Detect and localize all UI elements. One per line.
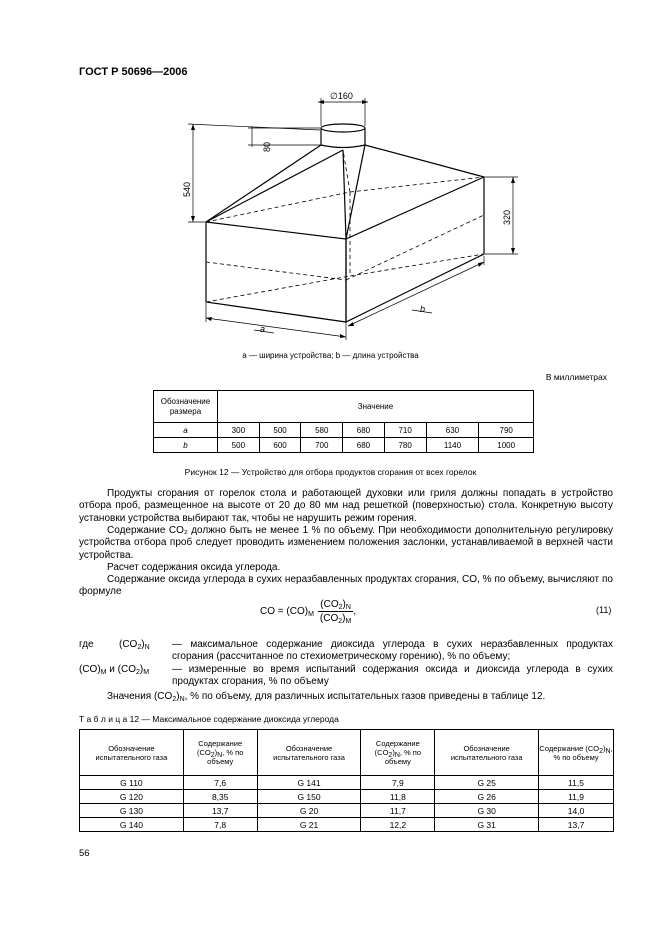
table-row [80, 804, 614, 818]
table-cell: 700 [301, 438, 343, 453]
hood-drawing [0, 0, 661, 350]
document-header: ГОСТ Р 50696—2006 [79, 66, 188, 78]
table-cell: 7,8 [183, 818, 257, 832]
table-cell: 780 [384, 438, 426, 453]
table-cell: 11,5 [539, 776, 614, 790]
table-cell: G 130 [80, 804, 184, 818]
header-content: Содержание $(CO_2)_N$, % по объему [539, 730, 614, 776]
figure-legend: a — ширина устройства; b — длина устройства [242, 351, 419, 360]
table-cell: 13,7 [539, 818, 614, 832]
paragraph-5: Значения $(CO_2)_N$, % по объему, для различных испытательных газов приведены в таблице 12. [107, 691, 546, 703]
table-row [154, 438, 534, 453]
dims-header-designation: Обозначение размера [154, 391, 218, 423]
table-cell: G 150 [257, 790, 361, 804]
table-cell: G 140 [80, 818, 184, 832]
table-cell: 1140 [426, 438, 479, 453]
table-cell: 500 [259, 423, 301, 438]
table-cell: 500 [218, 438, 260, 453]
paragraph-2: Содержание CO₂ должно быть не менее 1 % по объему. При необходимости дополнительную регулировку устройства отбора проб следует проводить изменением положения заслонки, устанавливаемой в верхней части устройства. [79, 525, 613, 561]
header-gas: Обозначение испытательного газа [257, 730, 361, 776]
paragraph-1: Продукты сгорания от горелок стола и работающей духовки или гриля должны попадать в устройство отбора проб, размещенное на высоте от 20 до 80 мм над решеткой (поверхностью) стола. Конкретную высоту установки устройства выбирают так, чтобы не нарушить режим горения. [79, 488, 613, 524]
table-cell: 12,2 [361, 818, 435, 832]
dim-a-label: a [260, 324, 266, 334]
table-cell: 630 [426, 423, 479, 438]
cylinder-top-ellipse [321, 124, 365, 132]
paragraph-3: Расчет содержания оксида углерода. [107, 562, 281, 573]
units-note: В миллиметрах [545, 372, 607, 382]
definition-2-text: — измеренные во время испытаний содержания оксида и диоксида углерода в сухих продуктах сгорания, % по объему [172, 664, 613, 688]
equation-number: (11) [596, 605, 612, 615]
table-cell: 14,0 [539, 804, 614, 818]
table-cell: a [154, 423, 218, 438]
dims-header-value: Значение [218, 391, 534, 423]
table-cell: G 110 [80, 776, 184, 790]
table-12 [79, 729, 614, 832]
table-cell: G 141 [257, 776, 361, 790]
table-cell: 13,7 [183, 804, 257, 818]
table-cell: 11,7 [361, 804, 435, 818]
table-cell: G 25 [435, 776, 539, 790]
table-cell: G 20 [257, 804, 361, 818]
table-cell: 600 [259, 438, 301, 453]
box-right-face [346, 177, 484, 322]
box-front-face [206, 222, 346, 322]
table-cell: G 31 [435, 818, 539, 832]
header-gas: Обозначение испытательного газа [80, 730, 184, 776]
dim-320-label: 320 [502, 209, 512, 225]
definition-2-symbol: $(CO)_M$ и $(CO_2)_M$ [79, 664, 150, 676]
table-row [80, 790, 614, 804]
figure-caption: Рисунок 12 — Устройство для отбора продуктов сгорания от всех горелок [184, 467, 477, 477]
table-cell: 300 [218, 423, 260, 438]
table-cell: 11,9 [539, 790, 614, 804]
header-content: Содержание $(CO_2)_N$, % по объему [361, 730, 435, 776]
dim-540-label: 540 [182, 181, 192, 197]
table-row [80, 776, 614, 790]
table-cell: b [154, 438, 218, 453]
where-label: где [79, 639, 94, 650]
table-cell: G 30 [435, 804, 539, 818]
table-cell: G 21 [257, 818, 361, 832]
table-cell: 680 [343, 438, 385, 453]
table-cell: 580 [301, 423, 343, 438]
paragraph-4: Содержание оксида углерода в сухих неразбавленных продуктах сгорания, CO, % по объему, вычисляют по формуле [79, 574, 613, 598]
table-cell: 8,35 [183, 790, 257, 804]
definition-1-symbol: $(CO_2)_N$ [119, 639, 150, 651]
table-cell: G 26 [435, 790, 539, 804]
dim-80-label: 80 [262, 141, 272, 152]
table-row [154, 423, 534, 438]
table-12-title: Т а б л и ц а 12 — Максимальное содержание диоксида углерода [79, 714, 339, 724]
header-content: Содержание $(CO_2)_N$, % по объему [183, 730, 257, 776]
table-cell: 680 [343, 423, 385, 438]
dim-diameter-label: ∅160 [330, 91, 353, 101]
table-cell: 790 [479, 423, 534, 438]
table-cell: 1000 [479, 438, 534, 453]
table-cell: 11,8 [361, 790, 435, 804]
table-cell: G 120 [80, 790, 184, 804]
header-gas: Обозначение испытательного газа [435, 730, 539, 776]
formula-11: CO = $(CO)_M$ $\frac{(CO_2)_N}{(CO_2)_M}$ , [260, 599, 357, 625]
dim-b-label: b [420, 304, 426, 314]
table-cell: 710 [384, 423, 426, 438]
table-cell: 7,6 [183, 776, 257, 790]
dimensions-table [153, 390, 534, 453]
definition-1-text: — максимальное содержание диоксида углерода в сухих неразбавленных продуктах сгорания (рассчитанное по стехиометрическому горению), % по объему; [172, 639, 613, 663]
page-number: 56 [79, 848, 90, 859]
table-row [80, 818, 614, 832]
table-cell: 7,9 [361, 776, 435, 790]
table-header-row [80, 730, 614, 776]
